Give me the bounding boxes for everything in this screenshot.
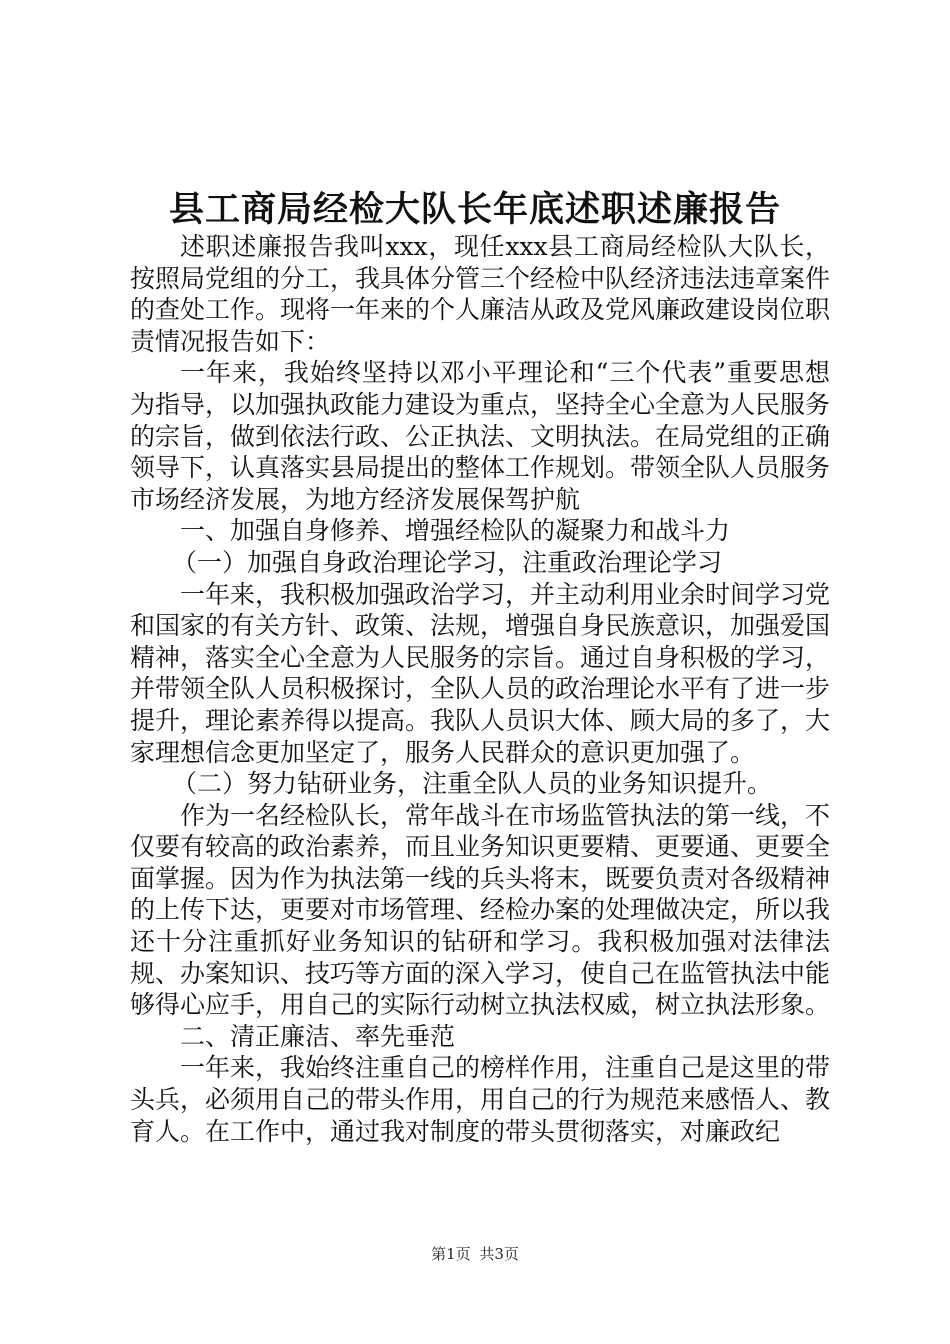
section-heading-1: 一、加强自身修养、增强经检队的凝聚力和战斗力 [180, 516, 731, 546]
section-heading-2: 二、清正廉洁、率先垂范 [180, 1021, 456, 1051]
document-body [130, 231, 830, 1147]
page-total: 共3页 [479, 1245, 519, 1263]
document-title: 县工商局经检大队长年底述职述廉报告 [168, 189, 781, 230]
paragraph-study: 一年来，我积极加强政治学习，并主动利用业余时间学习党和国家的有关方针、政策、法规，增强自身民族意识，加强爱国精神，落实全心全意为人民服务的宗旨。通过自身积极的学习，并带领全队人员积极探讨，全队人员的政治理论水平有了进一步提升，理论素养得以提高。我队人员识大体、顾大局的多了，大家理想信念更加坚定了，服务人民群众的意识更加强了。 [130, 579, 831, 767]
page-footer [0, 1243, 950, 1265]
page-number: 第1页 [431, 1245, 471, 1263]
paragraph-integrity: 一年来，我始终注重自己的榜样作用，注重自己是这里的带头兵，必须用自己的带头作用，用自己的行为规范来感悟人、教育人。在工作中，通过我对制度的带头贯彻落实，对廉政纪 [130, 1053, 831, 1146]
subsection-heading-2: （二）努力钻研业务，注重全队人员的业务知识提升。 [172, 769, 773, 799]
paragraph-intro: 述职述廉报告我叫xxx，现任xxx县工商局经检队大队长，按照局党组的分工，我具体分管三个经检中队经济违法违章案件的查处工作。现将一年来的个人廉洁从政及党风廉政建设岗位职责情况报告如下： [130, 232, 831, 356]
paragraph-business: 作为一名经检队长，常年战斗在市场监管执法的第一线，不仅要有较高的政治素养，而且业务知识更要精、更要通、更要全面掌握。因为作为执法第一线的兵头将末，既要负责对各级精神的上传下达，更要对市场管理、经检办案的处理做决定，所以我还十分注重抓好业务知识的钻研和学习。我积极加强对法律法规、办案知识、技巧等方面的深入学习，使自己在监管执法中能够得心应手，用自己的实际行动树立执法权威，树立执法形象。 [130, 800, 831, 1020]
paragraph-overview: 一年来，我始终坚持以邓小平理论和“三个代表”重要思想为指导，以加强执政能力建设为重点，坚持全心全意为人民服务的宗旨，做到依法行政、公正执法、文明执法。在局党组的正确领导下，认真落实县局提出的整体工作规划。带领全队人员服务市场经济发展，为地方经济发展保驾护航 [130, 358, 831, 514]
subsection-heading-1: （一）加强自身政治理论学习，注重政治理论学习 [172, 547, 723, 577]
